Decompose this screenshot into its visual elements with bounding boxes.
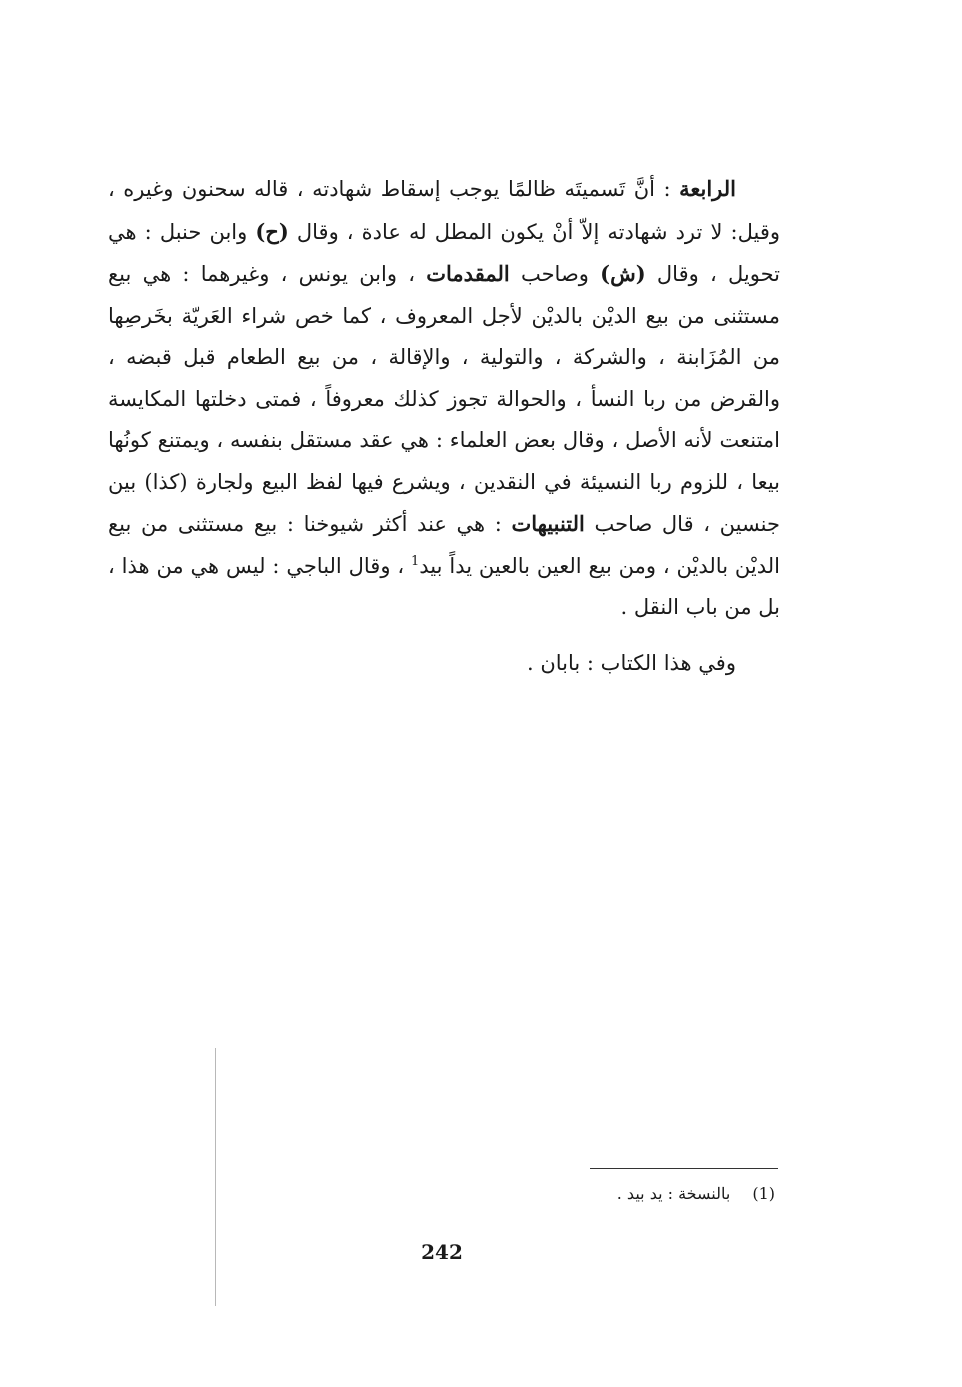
- margin-scan-line: [215, 1048, 216, 1306]
- footnote-number: (1): [752, 1184, 775, 1203]
- paragraph-chapter-note: وفي هذا الكتاب : بابان .: [527, 650, 736, 675]
- footnote-text: بالنسخة : يد بيد .: [616, 1184, 731, 1203]
- heading-rabia: الرابعة: [679, 176, 736, 201]
- footnote-marker: 1: [411, 553, 420, 569]
- text-segment-6: ، وقال الباجي : ليس هي من هذا ، بل من باب النقل .: [108, 553, 780, 619]
- text-segment-3: وصاحب: [509, 262, 601, 286]
- text-segment-5: : هي عند أكثر شيوخنا : بيع مستثنى من بيع الديْن بالديْن ، ومن بيع العين بالعين يداً بيد: [108, 512, 781, 578]
- reference-sh: (ش): [600, 261, 646, 286]
- reference-h: (ح): [255, 218, 289, 244]
- text-segment-1: : أنَّ تَسميتَه ظالمًا يوجب إسقاط شهادته ، قاله سحنون وغيره ، وقيل: لا ترد شهادته إلاّ أنْ يكون المطل له عادة ، وقال: [108, 177, 780, 244]
- paragraph-fourth-point: [108, 168, 780, 629]
- text-segment-2: وابن حنبل : هي تحويل ، وقال: [108, 219, 781, 286]
- main-text-block: [108, 168, 780, 684]
- book-title-tanbihat: التنبيهات: [511, 511, 585, 536]
- text-segment-4: ، وابن يونس ، وغيرهما : هي بيع مستثنى من بيع الديْن بالديْن لأجل المعروف ، كما خص شراء العَريّة بخَرصِها من المُزَابنة ، والشركة ، والتولية ، والإقالة ، من بيع الطعام قبل قبضه ، والقرض من ربا النسأ ، والحوالة تجوز كذلك معروفاً ، فمتى دخلتها المكايسة امتنعت لأنه الأصل ، وقال بعض العلماء : هي عقد مستقل بنفسه ، ويمتنع كونُها بيعا ، للزوم ربا النسيئة في النقدين ، ويشرع فيها لفظ البيع ولجارة (كذا) بين جنسين ، قال صاحب: [108, 262, 780, 536]
- footnote: [470, 1182, 775, 1206]
- footnote-separator: [590, 1168, 778, 1169]
- book-title-muqaddimat: المقدمات: [426, 261, 510, 286]
- page-number: 242: [421, 1240, 463, 1264]
